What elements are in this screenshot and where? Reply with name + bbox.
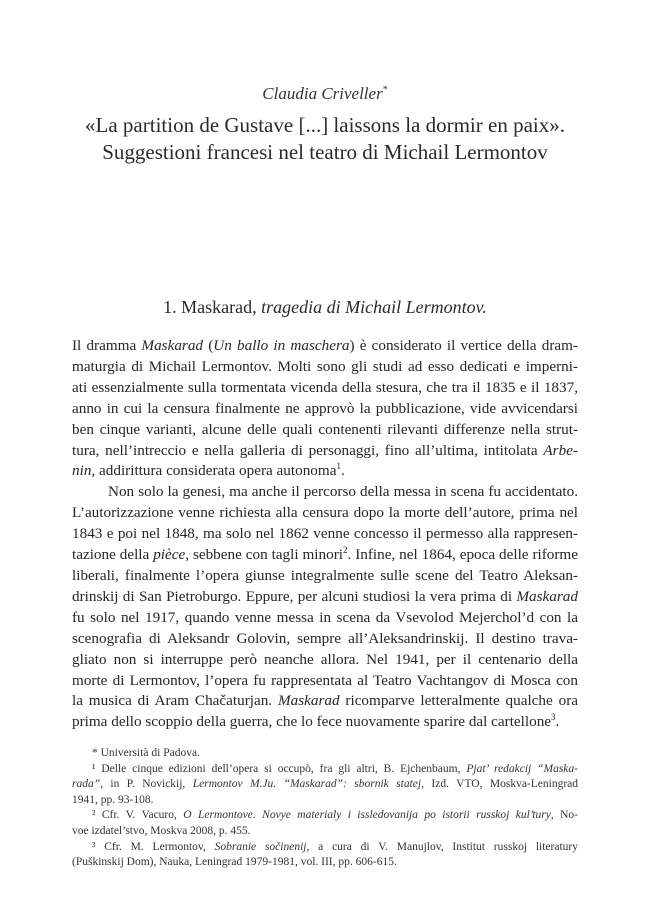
p2-line: L’autorizzazione venne richiesta alla censura dopo la morte dell’autore, prima nel (72, 504, 578, 522)
p2-line (72, 712, 578, 733)
p2-line: liberali, finalmente l’opera giunse integralmente sulle scene del Teatro Aleksan- (72, 566, 578, 584)
p2-line: Non solo la genesi, ma anche il percorso della messa in scena fu accidentato. (108, 483, 578, 501)
text-italic: Pjat’ redakcij “Maska- (466, 762, 578, 775)
footnotes (72, 746, 578, 871)
footnote-line (72, 840, 578, 856)
body-text (72, 336, 578, 733)
section-number: 1. Maskarad, (163, 297, 257, 317)
text: , in P. Novickij, (100, 778, 193, 791)
text-italic: O Lermontove. Novye materialy i issledovanija po istorii russkoj kul’tury (183, 809, 551, 822)
text: ² Cfr. V. Vacuro, (92, 809, 184, 822)
text: , a cura di V. Manujlov, Institut russkoj literatury (306, 840, 578, 853)
footnote-ref: 1 (336, 461, 341, 472)
footnote-3 (72, 840, 578, 871)
footnote-line (72, 777, 578, 793)
footnote-ref: 2 (343, 545, 348, 555)
text: , Izd. VTO, Moskva-Leningrad (421, 778, 579, 791)
article-title (0, 112, 650, 166)
footnote-2 (72, 808, 578, 839)
text: la musica di Aram Chačaturjan. (72, 692, 278, 710)
p1-line: anno in cui la censura finalmente ne approvò la pubblicazione, vide avvicendarsi (72, 399, 578, 417)
p1-line: ben cinque varianti, alcune delle quali contenenti rilevanti differenze nella strut- (72, 420, 578, 438)
text: ricomparve letteralmente qualche ora (339, 692, 579, 710)
footnote-line: voe izdatel’stvo, Moskva 2008, p. 455. (72, 824, 251, 837)
text: prima dello scoppio della guerra, che lo fece nuovamente sparire dal cartellone (72, 713, 552, 731)
text-italic: nin (72, 462, 92, 480)
text: . Infine, nel 1864, epoca delle riforme (347, 546, 578, 564)
p2-line: scenografia di Aleksandr Golovin, sempre all’Aleksandrinskij. Il destino trava- (72, 629, 578, 647)
text-italic: Sobranie sočinenij (214, 840, 307, 853)
footnote-affiliation: * Università di Padova. (92, 747, 200, 759)
text: drinskij di San Pietroburgo. Eppure, per alcuni studiosi la vera prima di (72, 587, 517, 605)
p1-line (72, 461, 578, 482)
title-line-1: «La partition de Gustave [...] laissons la dormir en paix». (85, 113, 565, 137)
author-name: Claudia Criveller (262, 84, 383, 103)
p2-line (72, 587, 578, 608)
section-heading (0, 297, 650, 318)
title-line-2: Suggestioni francesi nel teatro di Michail Lermontov (102, 140, 548, 164)
text: ( (203, 337, 214, 354)
footnote-1 (72, 762, 578, 809)
footnote-ref: 3 (551, 712, 556, 723)
p2-line: 1843 e poi nel 1848, ma solo nel 1862 venne concesso il permesso alla rappresen- (72, 525, 578, 543)
p1-line (72, 336, 578, 357)
text-italic: Maskarad (516, 587, 578, 605)
author-line (0, 84, 650, 104)
paragraph-1 (72, 336, 578, 482)
p1-line (72, 441, 578, 462)
footnote-line (72, 808, 578, 824)
text: . (340, 462, 345, 480)
text-italic: Un ballo in maschera (213, 337, 350, 354)
text: ) è considerato il vertice della dram- (349, 337, 578, 354)
text: , addirittura considerata opera autonoma (91, 462, 337, 480)
text-italic: Maskarad (277, 692, 340, 710)
p2-line (72, 691, 578, 712)
section-subtitle: tragedia di Michail Lermontov. (261, 297, 487, 317)
text-italic: Maskarad (141, 337, 204, 354)
footnote-line (72, 762, 578, 778)
text-italic: Arbe- (543, 441, 578, 459)
author-footnote-mark: * (382, 84, 388, 96)
text-italic: pièce (153, 546, 186, 564)
text-italic: Lermontov M.Ju. “Maskarad”: sbornik statej (192, 778, 422, 791)
p2-line (72, 545, 578, 566)
p1-line: ati essenzialmente sulla tormentata vicenda della stesura, che tra il 1835 e il 1837, (72, 378, 578, 396)
text: . (555, 713, 560, 731)
footnote-line: (Puškinskij Dom), Nauka, Leningrad 1979-1981, vol. III, pp. 606-615. (72, 856, 397, 869)
text: ³ Cfr. M. Lermontov, (92, 840, 215, 853)
p2-line: gliato non si interruppe però neanche allora. Nel 1941, per il centenario della (72, 650, 578, 668)
text: Il dramma (72, 337, 142, 354)
p2-line: fu solo nel 1917, quando venne messa in scena da Vsevolod Mejerchol’d con la (72, 608, 578, 626)
text: tura, nell’intreccio e nella galleria di personaggi, fino all’ultima, intitolata (72, 441, 544, 459)
text: tazione della (72, 546, 154, 564)
text: , No- (550, 809, 579, 822)
text-italic: rada” (72, 778, 101, 791)
p2-line: morte di Lermontov, l’opera fu rappresentata al Teatro Vachtangov di Mosca con (72, 671, 578, 689)
paragraph-2 (72, 482, 578, 733)
p1-line: maturgia di Michail Lermontov. Molti sono gli studi ad esso dedicati e imperni- (72, 357, 578, 375)
footnote-line: 1941, pp. 93-108. (72, 793, 154, 806)
text: ¹ Delle cinque edizioni dell’opera si occupò, fra gli altri, B. Ejchenbaum, (92, 762, 467, 775)
text: , sebbene con tagli minori (185, 546, 343, 564)
